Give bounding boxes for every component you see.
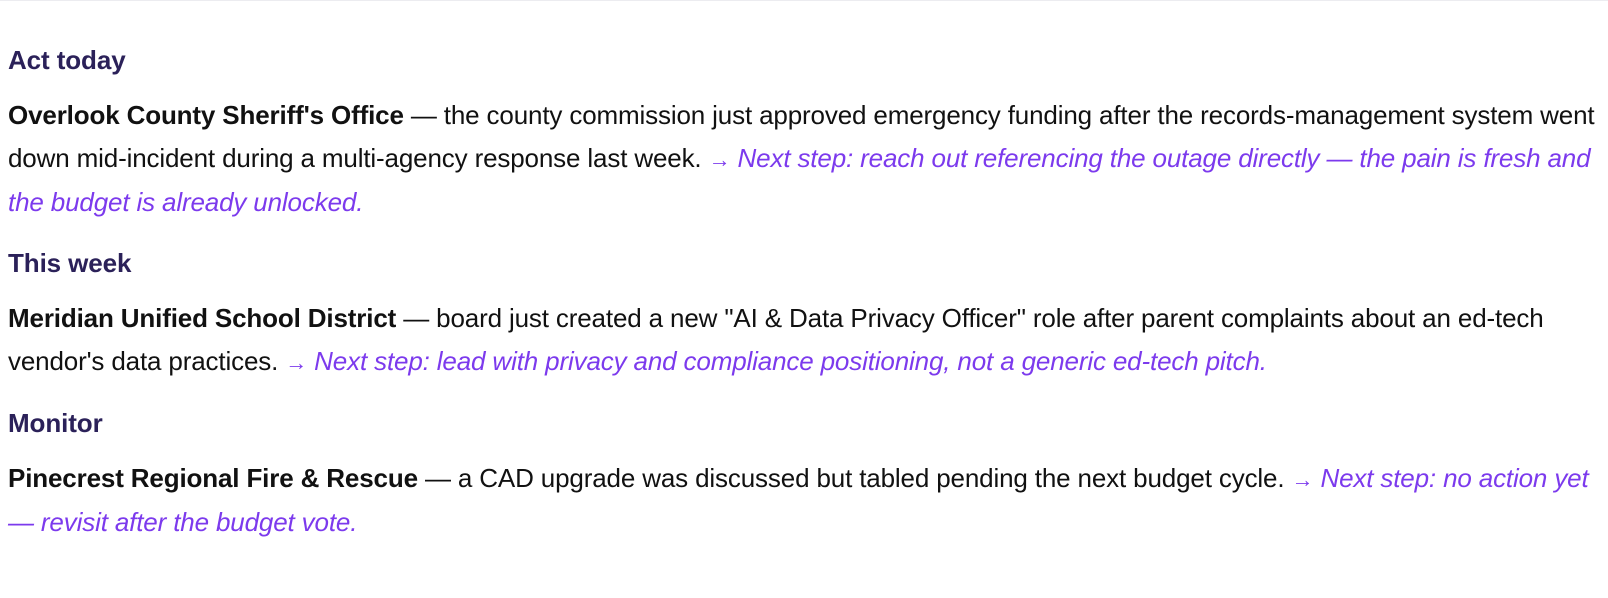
section-heading: Monitor <box>8 408 103 438</box>
arrow-right-icon: → <box>1291 467 1314 492</box>
top-divider <box>0 0 1608 1</box>
entry-body: — the county commission just approved emergency funding after the records-management system went down mid-incident during a multi-agency response last week. <box>8 100 1595 173</box>
list-item <box>8 457 1600 544</box>
priority-list <box>8 43 1600 544</box>
list-item <box>8 297 1600 384</box>
section-monitor <box>8 406 1600 544</box>
entry-body: — board just created a new "AI & Data Privacy Officer" role after parent complaints about an ed-tech vendor's data practices. <box>8 303 1544 376</box>
section-this-week <box>8 246 1600 384</box>
arrow-right-icon: → <box>285 350 308 375</box>
section-heading: This week <box>8 248 132 278</box>
arrow-right-icon: → <box>708 147 731 172</box>
organization-name: Pinecrest Regional Fire & Rescue <box>8 463 418 493</box>
organization-name: Meridian Unified School District <box>8 303 397 333</box>
next-step-text: Next step: no action yet — revisit after the budget vote. <box>8 463 1589 537</box>
next-step-text: Next step: lead with privacy and compliance positioning, not a generic ed-tech pitch. <box>307 346 1267 376</box>
section-act-today <box>8 43 1600 224</box>
section-heading: Act today <box>8 45 126 75</box>
entry-body: — a CAD upgrade was discussed but tabled pending the next budget cycle. <box>417 463 1292 493</box>
list-item <box>8 94 1600 224</box>
next-step-text: Next step: reach out referencing the outage directly — the pain is fresh and the budget is already unlocked. <box>8 143 1591 217</box>
organization-name: Overlook County Sheriff's Office <box>8 100 404 130</box>
